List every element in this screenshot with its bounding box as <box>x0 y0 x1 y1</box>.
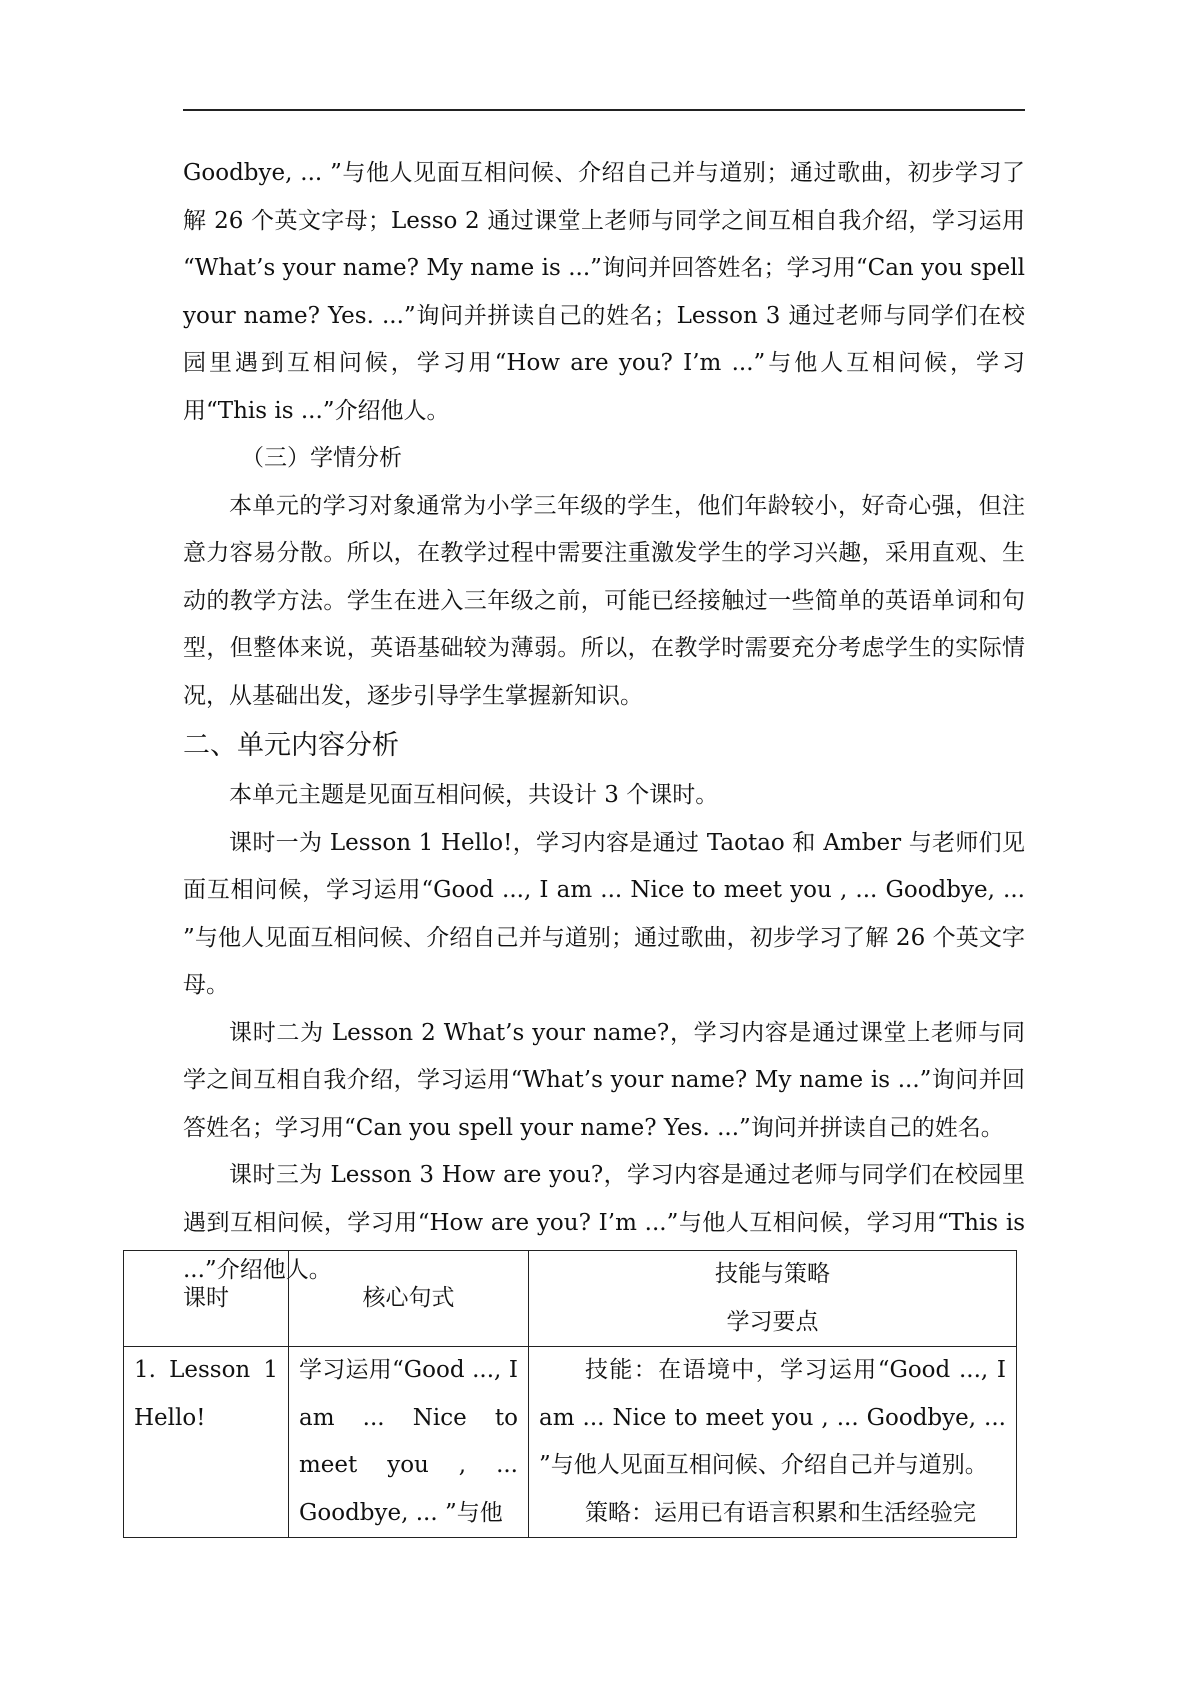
cell-lesson: 1. Lesson 1 Hello! <box>124 1347 289 1538</box>
header-core-sentences: 核心句式 <box>289 1251 529 1347</box>
table-header-row <box>124 1251 1017 1347</box>
header-skills-strategies <box>529 1251 1017 1347</box>
header-rule <box>183 109 1025 111</box>
document-body <box>183 150 1025 1295</box>
skill-text: 技能：在语境中，学习运用“Good ..., I am ... Nice to meet you , ... Goodbye, ... ”与他人见面互相问候、介绍自己并与道别。 <box>539 1357 1006 1478</box>
table-row <box>124 1347 1017 1538</box>
cell-core-sentences: 学习运用“Good ..., I am ... Nice to meet you , ... Goodbye, ... ”与他 <box>289 1347 529 1538</box>
lesson1-paragraph: 课时一为 Lesson 1 Hello!，学习内容是通过 Taotao 和 Amber 与老师们见面互相问候，学习运用“Good ..., I am ... Nice to meet you , ... Goodbye, ... ”与他人见面互相问候、介绍自己并与道别；通过歌曲，初步学习了解 26 个英文字母。 <box>183 829 1025 998</box>
lesson2-paragraph: 课时二为 Lesson 2 What’s your name?，学习内容是通过课堂上老师与同学之间互相自我介绍，学习运用“What’s your name? My name is ...”询问并回答姓名；学习用“Can you spell your name? Yes. ...”询问并拼读自己的姓名。 <box>183 1019 1025 1141</box>
header-skills-line2: 学习要点 <box>726 1308 819 1335</box>
learner-analysis-paragraph: 本单元的学习对象通常为小学三年级的学生，他们年龄较小，好奇心强，但注意力容易分散。所以，在教学过程中需要注重激发学生的学习兴趣，采用直观、生动的教学方法。学生在进入三年级之前，可能已经接触过一些简单的英语单词和句型，但整体来说，英语基础较为薄弱。所以，在教学时需要充分考虑学生的实际情况，从基础出发，逐步引导学生掌握新知识。 <box>183 492 1025 709</box>
lesson-table <box>123 1250 1017 1538</box>
header-skills-line1: 技能与策略 <box>715 1261 830 1287</box>
lesson3-paragraph: 课时三为 Lesson 3 How are you?，学习内容是通过老师与同学们在校园里遇到互相问候，学习用“How are you? I’m ...”与他人互相问候，学习用“This is ...”介绍他人。 <box>183 1162 1025 1283</box>
strategy-text: 策略：运用已有语言积累和生活经验完 <box>585 1499 976 1526</box>
cell-skills-strategies <box>529 1347 1017 1538</box>
intro-continuation-paragraph: Goodbye, ... ”与他人见面互相问候、介绍自己并与道别；通过歌曲，初步学习了解 26 个英文字母；Lesso 2 通过课堂上老师与同学之间互相自我介绍，学习运用 “What’s your name? My name is ...”询问并回答姓名；学习用“Can you spell your name? Yes. ...”询问并拼读自己的姓名；Lesson 3 通过老师与同学们在校园里遇到互相问候，学习用“How are you? I’m ...”与他人互相问候，学习用“This is ...”介绍他人。 <box>183 160 1025 424</box>
header-lesson: 课时 <box>124 1251 289 1347</box>
unit-content-analysis-heading: 二、单元内容分析 <box>183 730 399 761</box>
learner-analysis-subheading: （三）学情分析 <box>241 445 402 471</box>
unit-theme-paragraph: 本单元主题是见面互相问候，共设计 3 个课时。 <box>229 782 719 808</box>
